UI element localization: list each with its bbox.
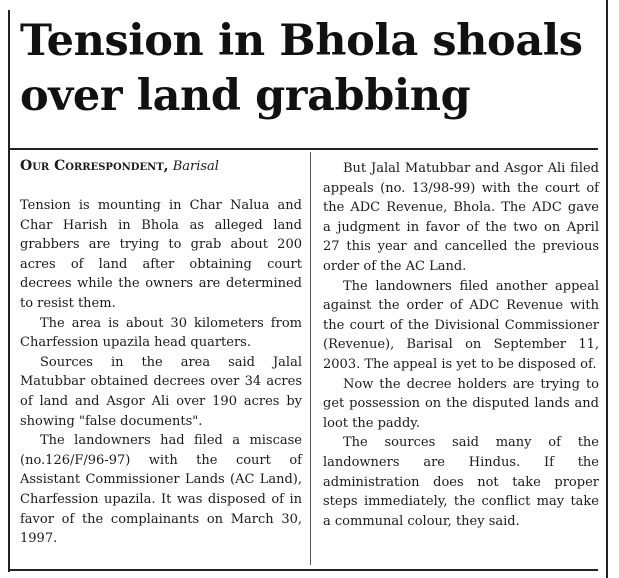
byline-name: Our Correspondent, bbox=[20, 158, 169, 174]
paragraph: Now the decree holders are trying to get possession on the disputed lands and loot the paddy. bbox=[323, 376, 599, 431]
left-column bbox=[20, 196, 302, 549]
left-frame-line bbox=[8, 10, 10, 572]
paragraph: The landowners had filed a miscase (no.126/F/96-97) with the court of Assistant Commissioner Lands (AC Land), Charfession upazila. It was disposed of in favor of the complainants on March 30, 1997. bbox=[20, 433, 302, 547]
headline bbox=[20, 14, 605, 124]
headline-line-1: Tension in Bhola shoals bbox=[20, 16, 583, 66]
paragraph: Tension is mounting in Char Nalua and Char Harish in Bhola as alleged land grabbers are trying to grab about 200 acres of land after obtaining court decrees while the owners are determined to resist them. bbox=[20, 198, 302, 311]
column-divider bbox=[310, 152, 311, 565]
right-column bbox=[323, 159, 599, 531]
paragraph: But Jalal Matubbar and Asgor Ali filed appeals (no. 13/98-99) with the court of the ADC Revenue, Bhola. The ADC gave a judgment in favor of the two on April 27 this year and cancelled the previous order of the AC Land. bbox=[323, 161, 599, 274]
headline-rule bbox=[10, 148, 598, 150]
paragraph: The landowners filed another appeal against the order of ADC Revenue with the court of the Divisional Commissioner (Revenue), Barisal on September 11, 2003. The appeal is yet to be disposed of. bbox=[323, 278, 599, 372]
byline bbox=[20, 157, 305, 176]
headline-line-2: over land grabbing bbox=[20, 71, 471, 121]
paragraph: The sources said many of the landowners are Hindus. If the administration does not take proper steps immediately, the conflict may take a communal colour, they said. bbox=[323, 435, 599, 529]
paragraph: Sources in the area said Jalal Matubbar obtained decrees over 34 acres of land and Asgor Ali over 190 acres by showing "false documents". bbox=[20, 354, 302, 429]
byline-place: Barisal bbox=[172, 159, 219, 174]
right-frame-line bbox=[606, 0, 608, 578]
bottom-rule bbox=[10, 569, 598, 571]
paragraph: The area is about 30 kilometers from Charfession upazila head quarters. bbox=[20, 315, 302, 351]
